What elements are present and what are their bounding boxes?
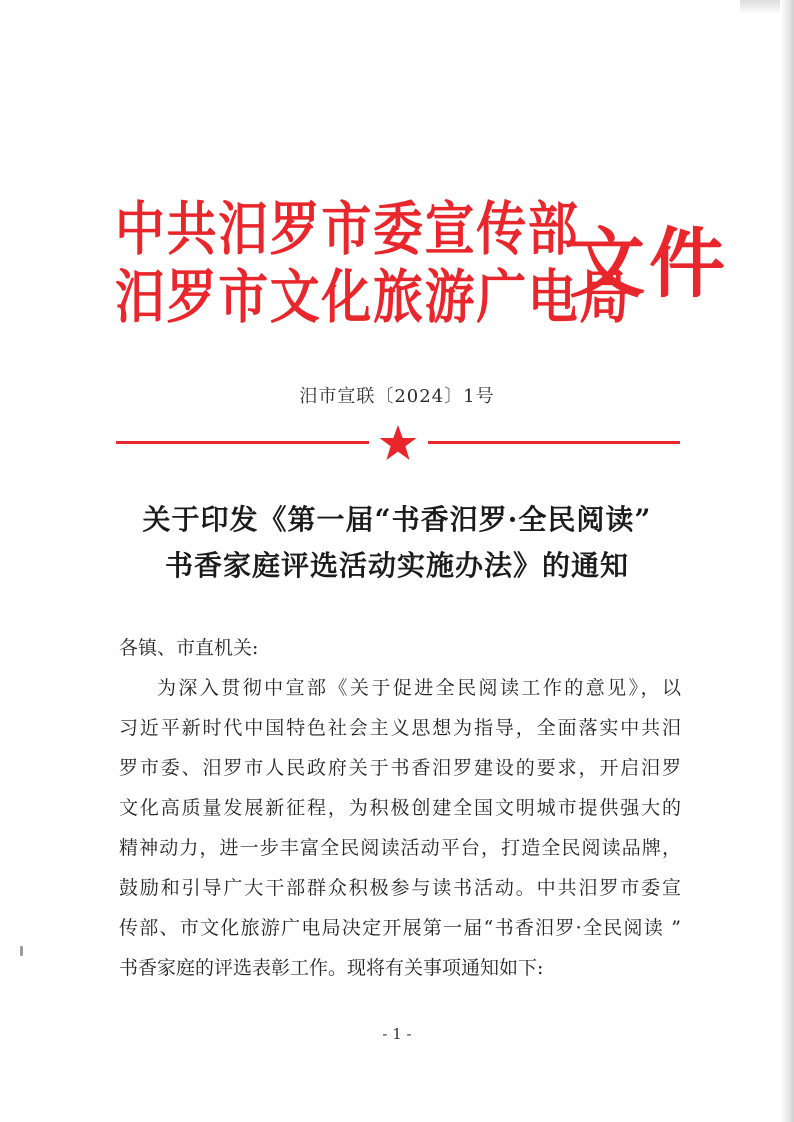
document-title-line-2: 书香家庭评选活动实施办法》的通知 xyxy=(164,549,629,582)
body-line-8: 书香家庭的评选表彰工作。现将有关事项通知如下: xyxy=(119,957,544,979)
separator-line-left xyxy=(116,441,369,444)
document-word: 文件 xyxy=(569,219,729,308)
document-number: 汨市宣联〔2024〕1号 xyxy=(299,386,495,407)
separator-line-right xyxy=(428,441,680,444)
salutation: 各镇、市直机关: xyxy=(119,637,259,659)
issuer-line-1: 中共汨罗市委宣传部 xyxy=(115,195,580,263)
binding-mark xyxy=(20,946,23,956)
page-number: - 1 - xyxy=(382,1025,412,1043)
body-line-4: 文化高质量发展新征程，为积极创建全国文明城市提供强大的 xyxy=(119,797,681,819)
star-icon xyxy=(378,424,418,462)
body-line-7: 传部、市文化旅游广电局决定开展第一届“书香汨罗·全民阅读 ” xyxy=(119,917,681,939)
document-title-line-1: 关于印发《第一届“书香汨罗·全民阅读” xyxy=(142,503,652,536)
body-line-1: 为深入贯彻中宣部《关于促进全民阅读工作的意见》，以 xyxy=(157,677,681,699)
body-line-2: 习近平新时代中国特色社会主义思想为指导，全面落实中共汨 xyxy=(119,717,681,739)
scan-corner-shadow xyxy=(740,0,780,14)
document-header xyxy=(105,192,729,342)
body-line-3: 罗市委、汨罗市人民政府关于书香汨罗建设的要求，开启汨罗 xyxy=(119,757,681,779)
body-line-6: 鼓励和引导广大干部群众积极参与读书活动。中共汨罗市委宣 xyxy=(119,877,681,899)
body-line-5: 精神动力，进一步丰富全民阅读活动平台，打造全民阅读品牌， xyxy=(119,837,681,859)
issuer-line-2: 汨罗市文化旅游广电局 xyxy=(115,263,632,331)
